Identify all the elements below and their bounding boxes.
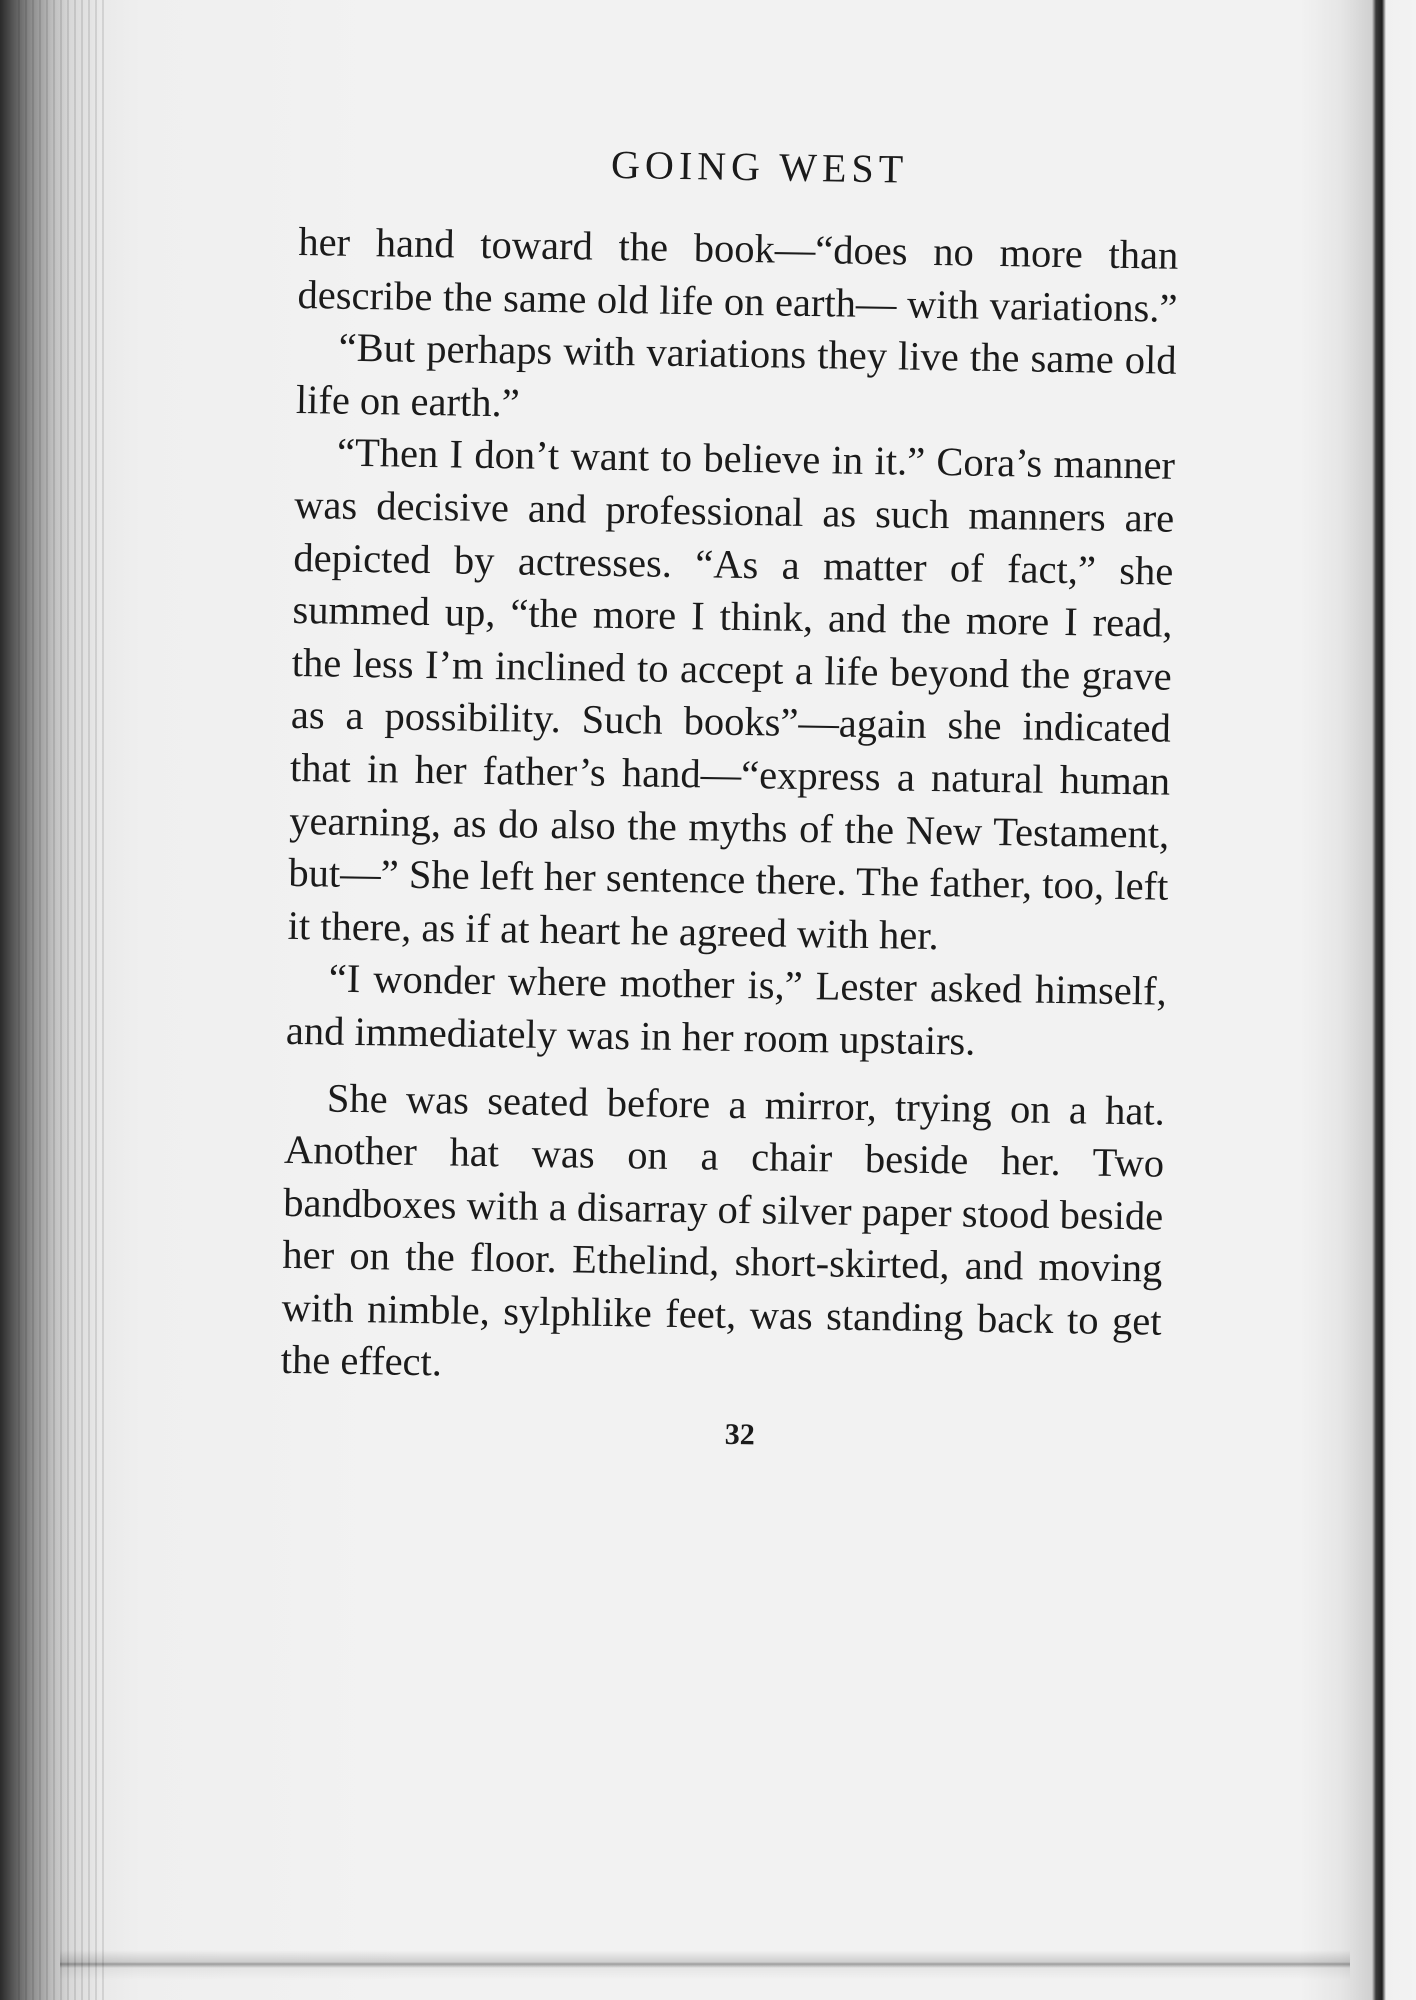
paragraph-1: her hand toward the book—“does no more than describe the same old life on earth— with variations.”	[297, 218, 1179, 331]
book-bottom-edge	[60, 1950, 1350, 1980]
book-page-edges	[18, 0, 108, 2000]
paragraph-5: She was seated before a mirror, trying on a hat. Another hat was on a chair beside her. Two bandboxes with a disarray of silver paper stood beside her on the floor. Ethelind, short-skirted, and moving with nimble, sylphlike feet, was standing back to get the effect.	[280, 1075, 1166, 1385]
paragraph-2: “But perhaps with variations they live the same old life on earth.”	[295, 324, 1177, 426]
paragraph-4: “I wonder where mother is,” Lester asked himself, and immediately was in her room upstairs.	[285, 955, 1168, 1064]
page-number: 32	[724, 1417, 755, 1452]
paragraph-3: “Then I don’t want to believe in it.” Cora’s manner was decisive and professional as such manners are depicted by actresses. “As a matter of fact,” she summed up, “the more I think, and the more I read, the less I’m inclined to accept a life beyond the grave as a possibility. Such books”—again she indicated that in her father’s hand—“express a natural human yearning, as do also the myths of the New Testament, but—” She left her sentence there. The father, too, left it there, as if at heart he agreed with her.	[287, 429, 1176, 958]
book-page	[280, 140, 1180, 1457]
running-head: GOING WEST	[610, 141, 909, 192]
